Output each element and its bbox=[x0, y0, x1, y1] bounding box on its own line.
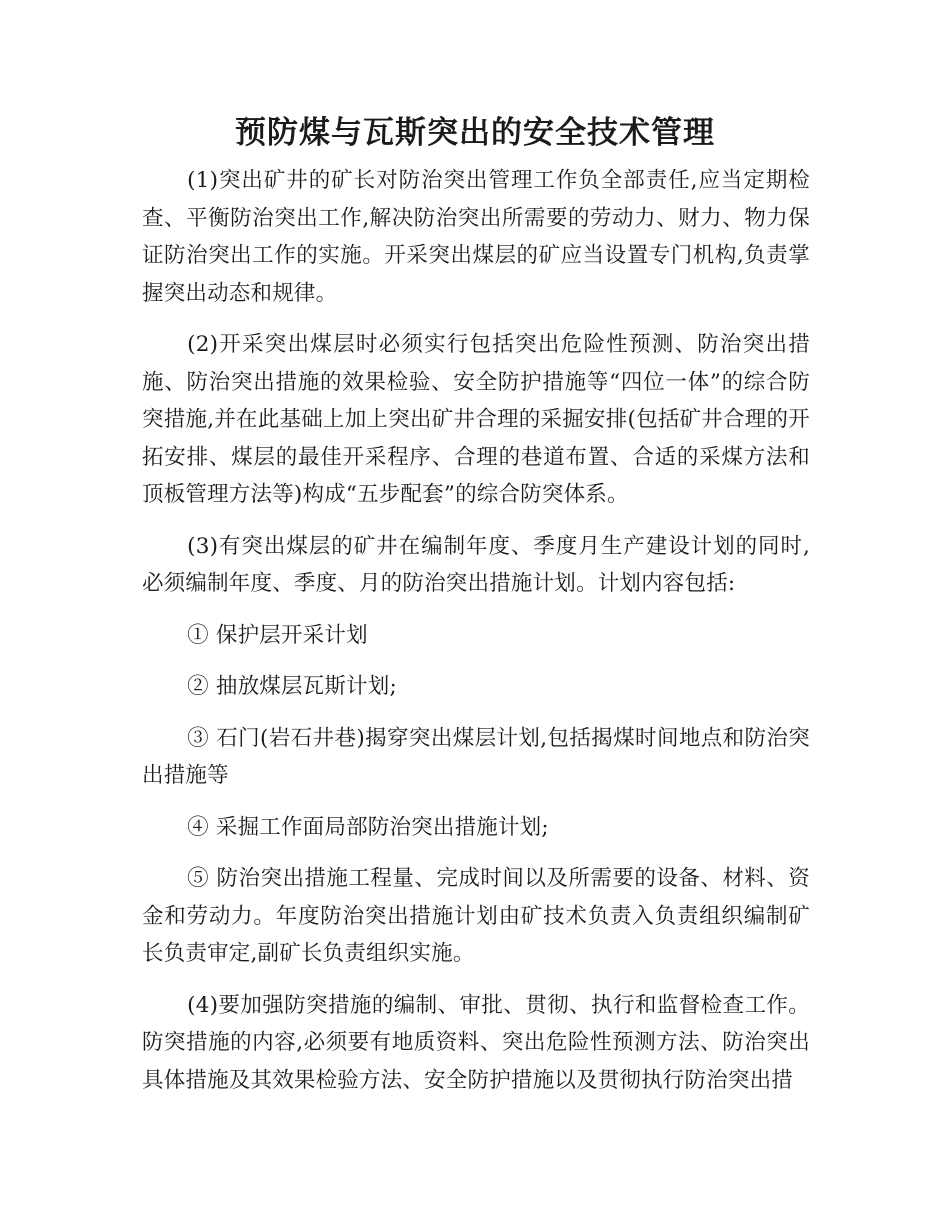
paragraph-4: (4)要加强防突措施的编制、审批、贯彻、执行和监督检查工作。防突措施的内容,必须要有地质资料、突出危险性预测方法、防治突出具体措施及其效果检验方法、安全防护措施以及贯彻执行防治突出措 bbox=[142, 992, 810, 1093]
paragraph-2: (2)开采突出煤层时必须实行包括突出危险性预测、防治突出措施、防治突出措施的效果检验、安全防护措施等“四位一体”的综合防突措施,并在此基础上加上突出矿井合理的采掘安排(包括矿井合理的开拓安排、煤层的最佳开采程序、合理的巷道布置、合适的采煤方法和顶板管理方法等)构成“五步配套”的综合防突体系。 bbox=[142, 332, 810, 507]
list-item-3: ③ 石门(岩石井巷)揭穿突出煤层计划,包括揭煤时间地点和防治突出措施等 bbox=[142, 725, 810, 788]
list-item-4: ④ 采掘工作面局部防治突出措施计划; bbox=[187, 814, 549, 840]
paragraph-3: (3)有突出煤层的矿井在编制年度、季度月生产建设计划的同时,必须编制年度、季度、月的防治突出措施计划。计划内容包括: bbox=[142, 533, 810, 596]
list-item-5: ⑤ 防治突出措施工程量、完成时间以及所需要的设备、材料、资金和劳动力。年度防治突出措施计划由矿技术负责入负责组织编制矿长负责审定,副矿长负责组织实施。 bbox=[142, 866, 810, 966]
document-body bbox=[142, 162, 810, 1113]
document-title: 预防煤与瓦斯突出的安全技术管理 bbox=[235, 115, 715, 151]
list-item-1: ① 保护层开采计划 bbox=[187, 622, 368, 648]
list-item-2: ② 抽放煤层瓦斯计划; bbox=[187, 674, 397, 699]
paragraph-1: (1)突出矿井的矿长对防治突出管理工作负全部责任,应当定期检查、平衡防治突出工作,解决防治突出所需要的劳动力、财力、物力保证防治突出工作的实施。开采突出煤层的矿应当设置专门机构,负责掌握突出动态和规律。 bbox=[142, 168, 810, 306]
